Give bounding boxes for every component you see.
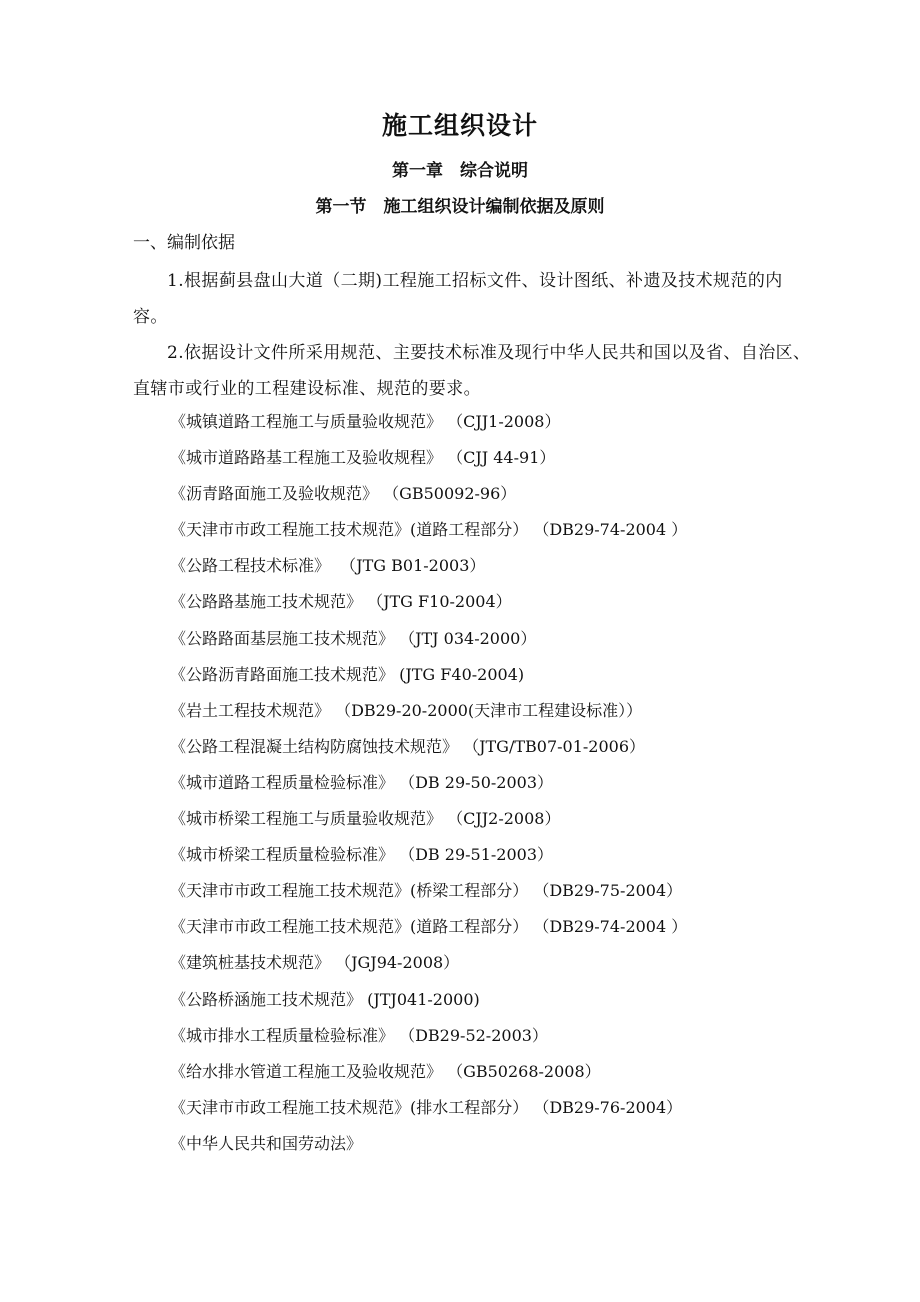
standard-item: 《公路沥青路面施工技术规范》 (JTG F40-2004): [170, 664, 525, 684]
document-title: 施工组织设计: [381, 111, 538, 140]
standard-item: 《天津市市政工程施工技术规范》(桥梁工程部分） （DB29-75-2004）: [170, 881, 683, 901]
standards-list: [170, 404, 687, 1162]
standard-item: 《建筑桩基技术规范》 （JGJ94-2008）: [170, 953, 460, 973]
standard-item: 《天津市市政工程施工技术规范》(道路工程部分） （DB29-74-2004 ）: [170, 917, 688, 937]
paragraph: 1.根据蓟县盘山大道（二期)工程施工招标文件、设计图纸、补遗及技术规范的内容。: [133, 271, 783, 327]
standard-item: 《公路工程技术标准》 （JTG B01-2003）: [170, 556, 486, 576]
standard-item: 《天津市市政工程施工技术规范》(排水工程部分） （DB29-76-2004）: [170, 1097, 683, 1117]
standard-item: 《公路工程混凝土结构防腐蚀技术规范》 （JTG/TB07-01-2006）: [170, 736, 646, 756]
standard-item: 《城市道路工程质量检验标准》 （DB 29-50-2003）: [170, 772, 554, 792]
standard-item: 《公路路面基层施工技术规范》 （JTJ 034-2000）: [170, 628, 537, 648]
standard-item: 《公路桥涵施工技术规范》 (JTJ041-2000): [170, 989, 480, 1009]
standard-item: 《岩土工程技术规范》 （DB29-20-2000(天津市工程建设标准））: [170, 700, 643, 720]
subheading-basis: 一、编制依据: [133, 233, 235, 253]
standard-item: 《中华人民共和国劳动法》: [170, 1133, 363, 1153]
standard-item: 《城市排水工程质量检验标准》 （DB29-52-2003）: [170, 1025, 548, 1045]
paragraph: 2.依据设计文件所采用规范、主要技术标准及现行中华人民共和国以及省、自治区、直辖市或行业的工程建设标准、规范的要求。: [133, 343, 811, 399]
standard-item: 《天津市市政工程施工技术规范》(道路工程部分） （DB29-74-2004 ）: [170, 520, 688, 540]
standard-item: 《城市桥梁工程施工与质量验收规范》 （CJJ2-2008）: [170, 809, 561, 829]
standard-item: 《给水排水管道工程施工及验收规范》 （GB50268-2008）: [170, 1061, 601, 1081]
standard-item: 《沥青路面施工及验收规范》 （GB50092-96）: [170, 484, 517, 504]
section-title: 第一节 施工组织设计编制依据及原则: [315, 197, 605, 217]
standard-item: 《公路路基施工技术规范》 （JTG F10-2004）: [170, 592, 512, 612]
standard-item: 《城镇道路工程施工与质量验收规范》 （CJJ1-2008）: [170, 412, 561, 431]
standard-item: 《城市桥梁工程质量检验标准》 （DB 29-51-2003）: [170, 845, 554, 865]
chapter-title: 第一章 综合说明: [392, 161, 528, 181]
standard-item: 《城市道路路基工程施工及验收规程》 （CJJ 44-91）: [170, 448, 556, 468]
